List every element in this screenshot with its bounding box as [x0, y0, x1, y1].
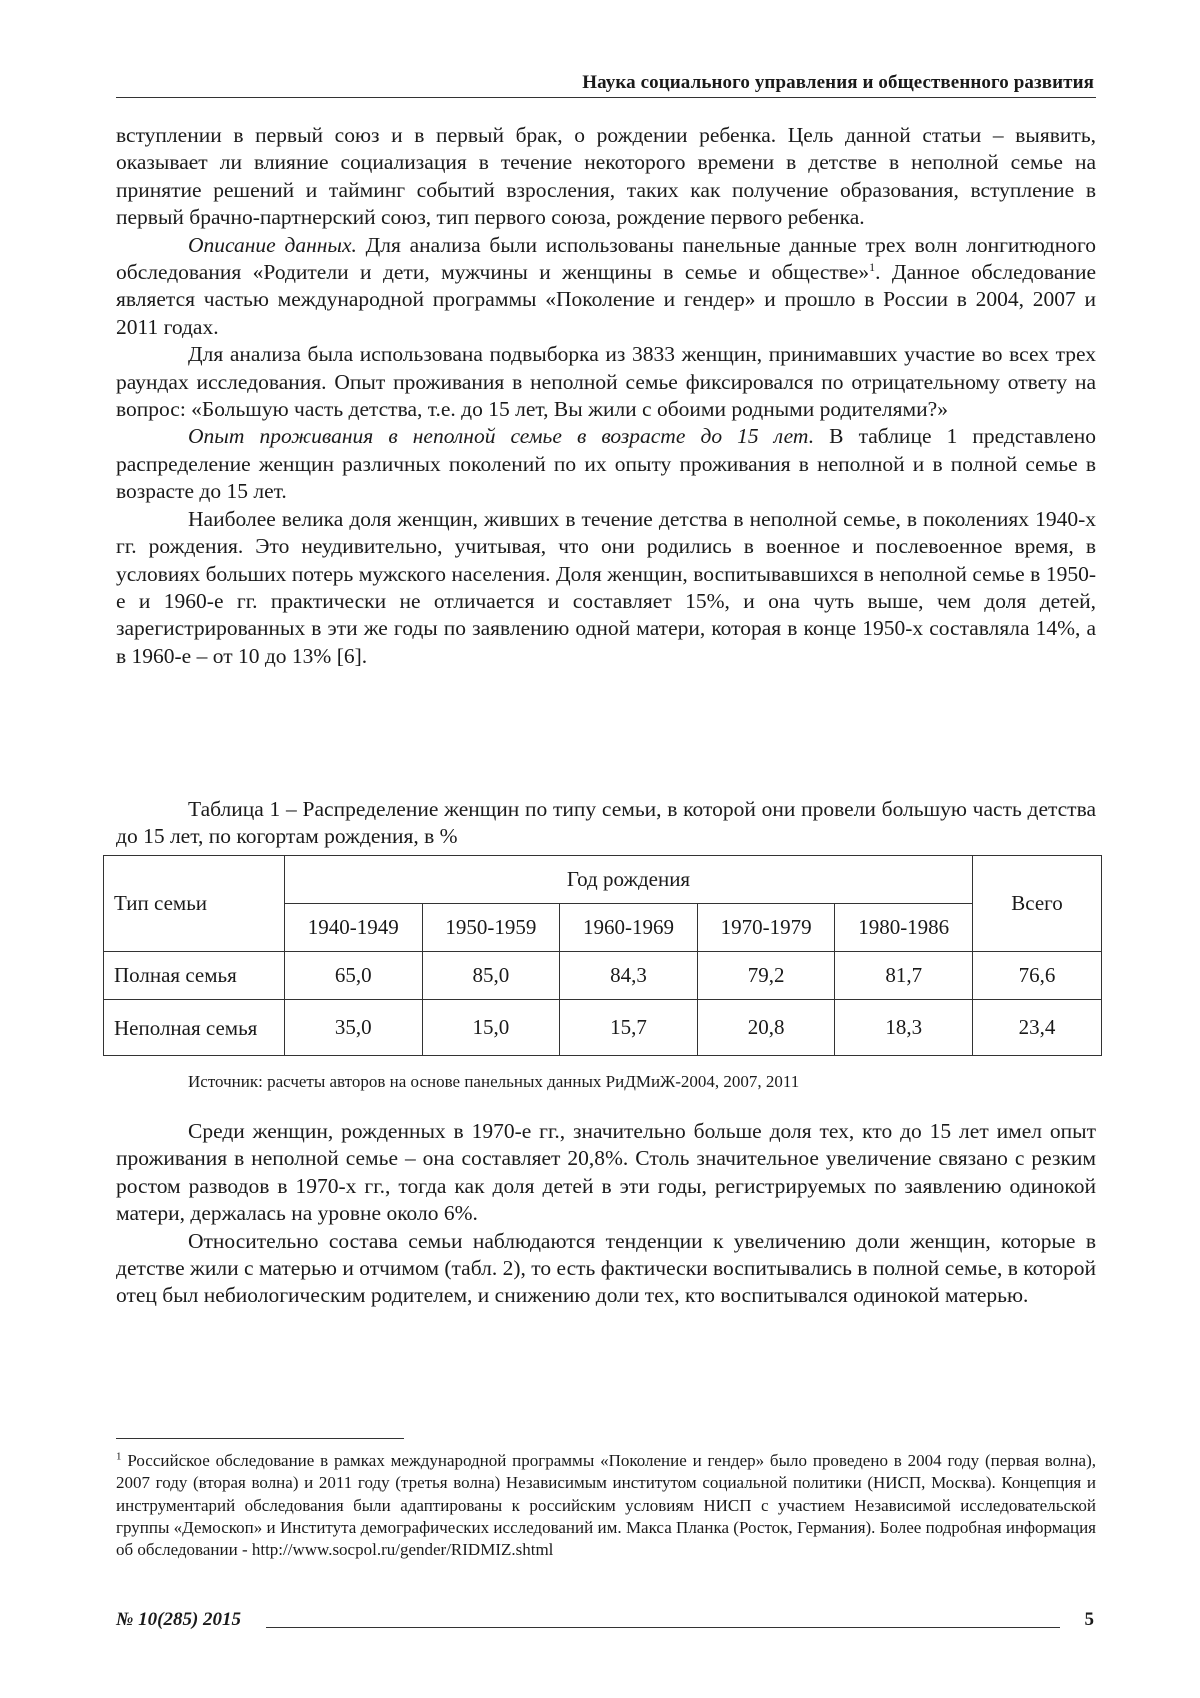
issue-number: № 10(285) 2015 — [116, 1609, 245, 1631]
header-total: Всего — [973, 856, 1102, 952]
table-header-row — [104, 856, 1102, 904]
data-table — [103, 855, 1102, 1056]
journal-title: Наука социального управления и общественного развития — [582, 72, 1094, 94]
footnote-reference[interactable]: 1 — [869, 260, 875, 274]
footnote-text: Российское обследование в рамках международной программы «Поколение и гендер» было проведено в 2004 году (первая волна), 2007 году (вторая волна) и 2011 году (третья волна) Независимым институтом социальной политики (НИСП, Москва). Концепция и инструментарий обследования были адаптированы к российским условиям НИСП с участием Независимой исследовательской группы «Демоскоп» и Института демографических исследований им. Макса Планка (Росток, Германия). Более подробная информация об обследовании - http://www.socpol.ru/gender/RIDMIZ.shtml — [116, 1451, 1096, 1559]
table-cell: 81,7 — [835, 952, 973, 1000]
paragraph: Относительно состава семьи наблюдаются тенденции к увеличению доли женщин, которые в детстве жили с матерью и отчимом (табл. 2), то есть фактически воспитывались в полной семье, в которой отец был небиологическим родителем, и снижению доли тех, кто воспитывался одинокой матерью. — [116, 1228, 1096, 1310]
footnote-separator — [116, 1438, 404, 1439]
row-label: Неполная семья — [104, 1000, 285, 1056]
running-header — [116, 70, 1096, 98]
paragraph: Среди женщин, рожденных в 1970-е гг., значительно больше доля тех, кто до 15 лет имел опыт проживания в неполной семье – она составляет 20,8%. Столь значительное увеличение связано с резким ростом разводов в 1970-х гг., тогда как доля детей в эти годы, регистрируемых по заявлению одинокой матери, держалась на уровне около 6%. — [116, 1118, 1096, 1228]
table-cell: 18,3 — [835, 1000, 973, 1056]
paragraph-lead: Описание данных. — [188, 233, 357, 257]
table-cell: 79,2 — [697, 952, 835, 1000]
cohort-header: 1950-1959 — [422, 904, 560, 952]
table-cell: 35,0 — [284, 1000, 422, 1056]
footnote — [116, 1450, 1096, 1561]
table-source: Источник: расчеты авторов на основе панельных данных РиДМиЖ-2004, 2007, 2011 — [188, 1072, 799, 1092]
table-cell: 84,3 — [560, 952, 698, 1000]
table-cell: 15,0 — [422, 1000, 560, 1056]
article-body — [116, 122, 1096, 670]
table-cell: 85,0 — [422, 952, 560, 1000]
paragraph-text: . Данное обследование является частью международной программы «Поколение и гендер» и прошло в России в 2004, 2007 и 2011 годах. — [116, 260, 1096, 339]
journal-page — [0, 0, 1200, 1698]
table-row — [104, 1000, 1102, 1056]
table-cell: 15,7 — [560, 1000, 698, 1056]
row-label: Полная семья — [104, 952, 285, 1000]
header-family-type: Тип семьи — [104, 856, 285, 952]
paragraph-text: Для анализа были использованы панельные данные трех волн лонгитюдного обследования «Родители и дети, мужчины и женщины в семье и обществе» — [116, 233, 1096, 284]
header-birth-year: Год рождения — [284, 856, 972, 904]
table-cell: 20,8 — [697, 1000, 835, 1056]
page-footer — [116, 1605, 1096, 1631]
header-rule — [116, 97, 1096, 98]
article-body-continued — [116, 1118, 1096, 1310]
table-cell-total: 23,4 — [973, 1000, 1102, 1056]
page-number: 5 — [1085, 1609, 1095, 1631]
cohort-header: 1980-1986 — [835, 904, 973, 952]
table-caption: Таблица 1 – Распределение женщин по типу семьи, в которой они провели большую часть детства до 15 лет, по когортам рождения, в % — [116, 796, 1096, 850]
table-cell-total: 76,6 — [973, 952, 1102, 1000]
paragraph — [116, 423, 1096, 505]
footnote-mark: 1 — [116, 1450, 122, 1462]
paragraph-lead: Опыт проживания в неполной семье в возрасте до 15 лет. — [188, 424, 814, 448]
footer-rule — [266, 1627, 1060, 1628]
cohort-header: 1940-1949 — [284, 904, 422, 952]
paragraph: Наиболее велика доля женщин, живших в течение детства в неполной семье, в поколениях 1940-х гг. рождения. Это неудивительно, учитывая, что они родились в военное и послевоенное время, в условиях больших потерь мужского населения. Доля женщин, воспитывавшихся в неполной семье в 1950-е и 1960-е гг. практически не отличается и составляет 15%, и она чуть выше, чем доля детей, зарегистрированных в эти же годы по заявлению одной матери, которая в конце 1950-х составляла 14%, а в 1960-е – от 10 до 13% [6]. — [116, 506, 1096, 670]
table-row — [104, 952, 1102, 1000]
cohort-header: 1960-1969 — [560, 904, 698, 952]
paragraph — [116, 232, 1096, 342]
paragraph-text: В таблице 1 представлено распределение женщин различных поколений по их опыту проживания в неполной и в полной семье в возрасте до 15 лет. — [116, 424, 1096, 503]
cohort-header: 1970-1979 — [697, 904, 835, 952]
paragraph: Для анализа была использована подвыборка из 3833 женщин, принимавших участие во всех трех раундах исследования. Опыт проживания в неполной семье фиксировался по отрицательному ответу на вопрос: «Большую часть детства, т.е. до 15 лет, Вы жили с обоими родными родителями?» — [116, 341, 1096, 423]
table-cell: 65,0 — [284, 952, 422, 1000]
paragraph: вступлении в первый союз и в первый брак, о рождении ребенка. Цель данной статьи – выявить, оказывает ли влияние социализация в течение некоторого времени в детстве в неполной семье на принятие решений и тайминг событий взросления, таких как получение образования, вступление в первый брачно-партнерский союз, тип первого союза, рождение первого ребенка. — [116, 122, 1096, 232]
